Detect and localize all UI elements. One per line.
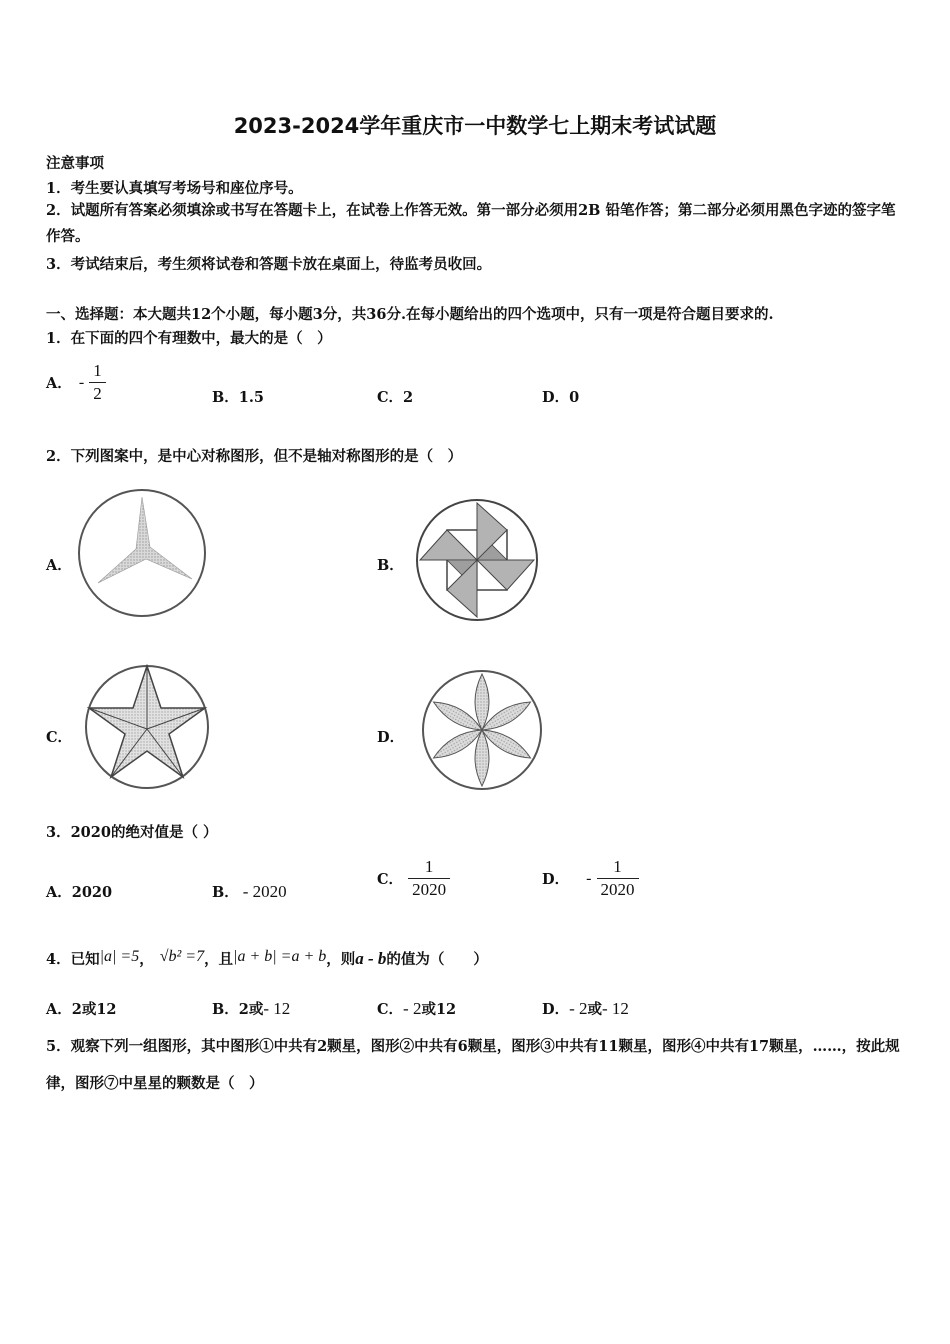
section-heading: 一、选择题：本大题共12个小题，每小题3分，共36分.在每小题给出的四个选项中，只有一项是符合题目要求的.	[46, 306, 774, 323]
q4-option-a: A．2或12	[46, 1001, 117, 1018]
stem-text: ，	[139, 951, 154, 968]
minus-sign: -	[78, 373, 85, 391]
numerator: 1	[89, 360, 106, 383]
option-tail: 或12	[421, 1001, 457, 1018]
option-label: B．2或	[212, 1001, 264, 1018]
stem-text: ，则	[326, 951, 356, 968]
q4-option-b	[212, 998, 290, 1019]
fraction	[89, 360, 106, 405]
q2-label-c: C．	[46, 729, 73, 746]
numerator: 1	[408, 856, 450, 879]
figure-a-tri-blade-icon	[76, 487, 208, 619]
question-4-stem	[46, 948, 488, 969]
q1-option-c: C．2	[377, 389, 414, 406]
figure-c-star-icon	[83, 663, 211, 791]
notice-heading: 注意事项	[46, 155, 104, 172]
option-label: C．	[377, 871, 404, 888]
minus-sign: -	[586, 869, 592, 887]
stem-text: ，且	[204, 951, 234, 968]
fraction	[597, 856, 639, 901]
option-label: C．	[377, 1001, 404, 1018]
option-value: - 12	[263, 999, 291, 1018]
denominator: 2020	[600, 880, 635, 899]
denominator: 2020	[412, 880, 447, 899]
math-expression-abs-a: |a| =5	[99, 948, 140, 965]
option-label: D．	[542, 1001, 570, 1018]
q3-option-c	[377, 856, 450, 901]
stem-text: 的值为（ ）	[386, 951, 488, 968]
notice-item-2: 2．试题所有答案必须填涂或书写在答题卡上，在试卷上作答无效。第一部分必须用2B 铅笔作答；第二部分必须用黑色字迹的签字笔作答。	[46, 202, 896, 245]
fraction	[408, 856, 450, 901]
stem-text: 4．已知	[46, 951, 100, 968]
q4-option-d	[542, 998, 629, 1019]
q3-option-b	[212, 881, 287, 902]
notice-item-3: 3．考试结束后，考生须将试卷和答题卡放在桌面上，待监考员收回。	[46, 256, 492, 273]
option-label: D．	[542, 871, 570, 888]
option-label: B．	[212, 884, 239, 901]
figure-b-pinwheel-icon	[414, 497, 540, 623]
exam-title: 2023-2024学年重庆市一中数学七上期末考试试题	[233, 114, 717, 138]
question-5-stem: 5．观察下列一组图形，其中图形①中共有2颗星，图形②中共有6颗星，图形③中共有11颗星，图形④中共有17颗星，……，按此规律，图形⑦中星星的颗数是（ ）	[46, 1038, 900, 1092]
option-value: - 2	[403, 999, 422, 1018]
numerator: 1	[597, 856, 639, 879]
q2-label-b: B．	[377, 557, 404, 574]
question-2-stem: 2．下列图案中，是中心对称图形，但不是轴对称图形的是（ ）	[46, 448, 463, 465]
q2-label-d: D．	[377, 729, 405, 746]
option-value: - 2	[569, 999, 588, 1018]
option-mid: 或	[587, 1001, 602, 1018]
math-expression-sqrt: √b² =7	[159, 948, 205, 965]
option-value: - 2020	[242, 882, 287, 901]
notice-item-1: 1．考生要认真填写考场号和座位序号。	[46, 180, 303, 197]
math-expression-abs-sum: |a + b| =a + b	[233, 948, 327, 965]
math-expression-diff: a - b	[355, 949, 387, 968]
question-1-stem: 1．在下面的四个有理数中，最大的是（ ）	[46, 330, 332, 347]
q3-option-a: A．2020	[46, 884, 113, 901]
denominator: 2	[93, 384, 102, 403]
q1-option-a	[46, 360, 106, 405]
figure-d-flower-icon	[420, 668, 544, 792]
question-3-stem: 3．2020的绝对值是（ ）	[46, 824, 218, 841]
q3-option-d	[542, 856, 639, 901]
option-value: - 12	[602, 999, 629, 1018]
q4-option-c	[377, 998, 456, 1019]
q2-label-a: A．	[46, 557, 72, 574]
q1-option-b: B．1.5	[212, 389, 264, 406]
q1-option-d: D．0	[542, 389, 580, 406]
option-label: A．	[46, 375, 72, 392]
